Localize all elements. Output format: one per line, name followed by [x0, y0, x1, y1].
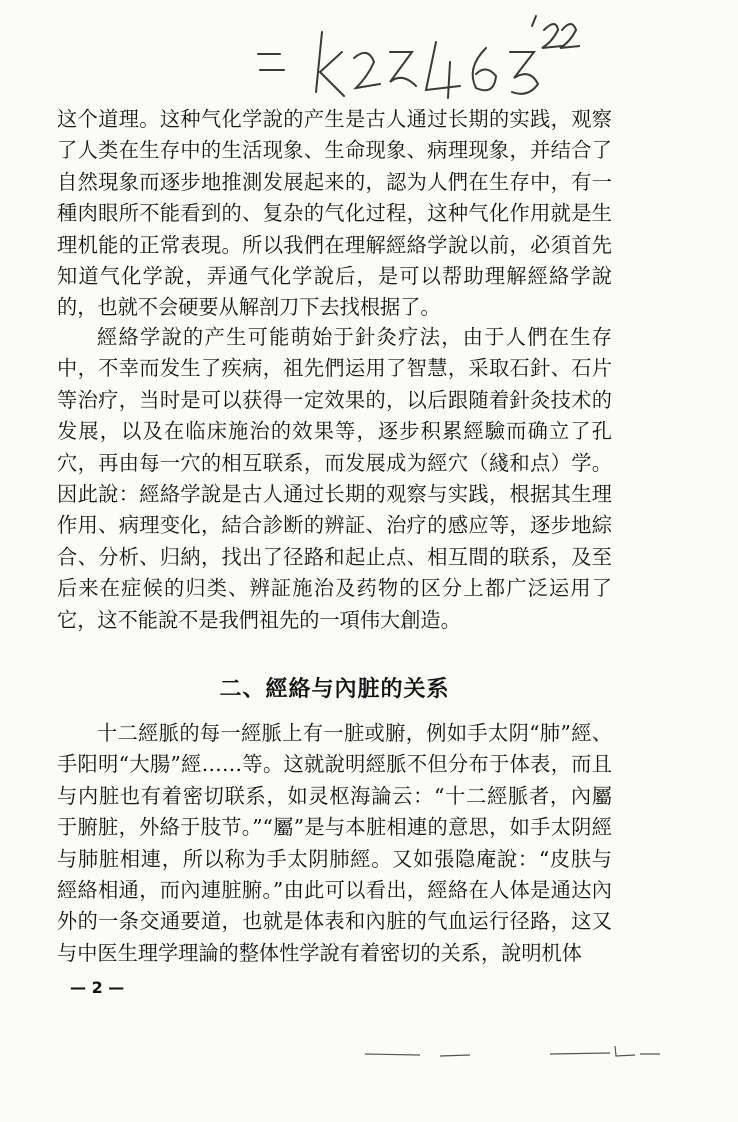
paragraph-1: 这个道理。这种气化学說的产生是古人通过长期的实践，观察了人类在生存中的生活现象、生命现象、病理现象，并结合了自然現象而逐步地推測发展起来的，認为人們在生存中，有一種肉眼所不能看到的、复杂的气化过程，这种气化作用就是生理机能的正常表現。所以我們在理解經絡学說以前，必須首先知道气化学說，弄通气化学說后，是可以帮助理解經絡学說的，也就不会硬要从解剖刀下去找根据了。: [57, 107, 612, 320]
scan-noise-marks: [360, 1040, 660, 1060]
handwritten-annotation: [250, 12, 580, 112]
paragraph-2: 經絡学說的产生可能萌始于針灸疗法，由于人們在生存中，不幸而发生了疾病，祖先們运用了智慧，采取石針、石片等治疗，当时是可以获得一定效果的，以后跟随着針灸技术的发展，以及在临床施治的效果等，逐步积累經驗而确立了孔穴，再由每一穴的相互联系，而发展成为經穴（綫和点）学。因此說：經絡学說是古人通过长期的观察与实践，根据其生理作用、病理变化，結合診断的辨証、治疗的感应等，逐步地綜合、分析、归納，找出了径路和起止点、相互間的联系，及至后来在症候的归类、辨証施治及药物的区分上都广泛运用了它，这不能說不是我們祖先的一項伟大創造。: [57, 325, 612, 632]
section-heading: 二、經絡与內脏的关系: [219, 676, 450, 702]
paragraph-3: 十二經脈的每一經脈上有一脏或腑，例如手太阴“肺”經、手阳明“大腸”經……等。这就說明經脈不但分布于体表，而且与内脏也有着密切联系，如灵枢海論云：“十二經脈者，內屬于腑脏，外絡于肢节。”“屬”是与本脏相連的意思，如手太阴經与肺脏相連，所以称为手太阴肺經。又如張隐庵說：“皮肤与經絡相通，而內連脏腑。”由此可以看出，經絡在人体是通达內外的一条交通要道，也就是体表和內脏的气血运行径路，这又与中医生理学理論的整体性学說有着密切的关系，說明机体: [57, 721, 612, 965]
page-number: — 2 —: [70, 978, 125, 997]
